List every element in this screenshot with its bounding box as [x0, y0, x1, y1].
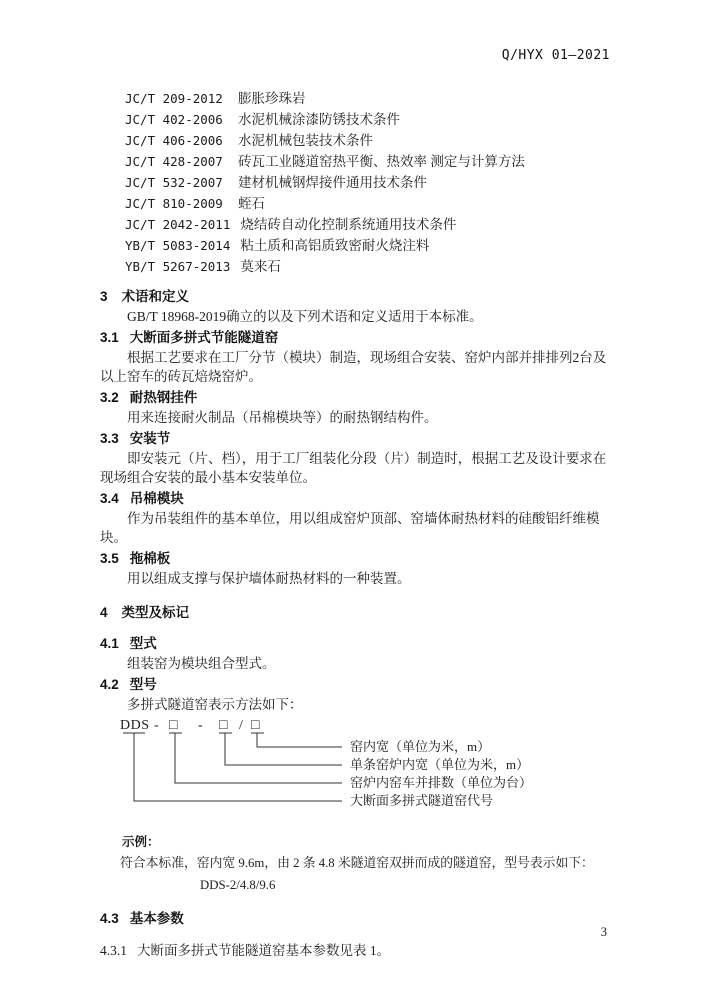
reference-item [125, 88, 610, 109]
reference-title: 砖瓦工业隧道窑热平衡、热效率 测定与计算方法 [238, 154, 525, 169]
page-number: 3 [600, 925, 607, 939]
reference-item [125, 235, 610, 256]
reference-title: 蛭石 [238, 196, 265, 211]
diagram-label-car-rows: 窑炉内窑车并排数（单位为台） [350, 775, 533, 790]
section-number: 4 [100, 605, 108, 620]
normative-references-list [125, 88, 610, 277]
reference-item [125, 172, 610, 193]
term-title: 吊棉模块 [129, 491, 184, 506]
term-3-5-definition: 用以组成支撑与保护墙体耐热材料的一种装置。 [127, 571, 411, 586]
reference-code: YB/T 5083-2014 [125, 238, 231, 253]
clause-text: 大断面多拼式节能隧道窑基本参数见表 1。 [137, 943, 391, 958]
example-model-designation: DDS-2/4.8/9.6 [200, 878, 276, 892]
diagram-slash: / [239, 718, 244, 733]
term-3-4-definition: 作为吊装组件的基本单位，用以组成窑炉顶部、窑墙体耐热材料的硅酸铝纤维模块。 [100, 511, 600, 545]
section-4-2-heading [100, 676, 610, 694]
section-title: 型号 [129, 677, 157, 692]
term-3-1-definition: 根据工艺要求在工厂分节（模块）制造，现场组合安装、窑炉内部并排排列2台及以上窑车的砖瓦焙烧窑炉。 [100, 350, 607, 384]
section-title: 类型及标记 [121, 605, 190, 620]
reference-code: JC/T 810-2009 [125, 196, 223, 211]
term-3-2-definition: 用来连接耐火制品（吊棉模块等）的耐热钢结构件。 [127, 410, 438, 425]
term-number: 3.1 [100, 330, 119, 345]
diagram-placeholder-box: □ [169, 718, 178, 733]
model-designation-diagram [118, 716, 610, 826]
term-number: 3.2 [100, 390, 119, 405]
diagram-placeholder-box: □ [219, 718, 228, 733]
reference-item [125, 130, 610, 151]
diagram-connector-lines [123, 733, 342, 801]
term-3-2-heading [100, 389, 610, 407]
term-number: 3.4 [100, 491, 119, 506]
term-title: 安装节 [129, 431, 171, 446]
term-number: 3.5 [100, 551, 119, 566]
reference-code: JC/T 428-2007 [125, 154, 223, 169]
section-3-intro: GB/T 18968-2019确立的以及下列术语和定义适用于本标准。 [127, 309, 483, 324]
reference-code: JC/T 2042-2011 [125, 217, 231, 232]
section-3-heading [100, 288, 610, 306]
diagram-label-kiln-inner-width: 窑内宽（单位为米，m） [350, 739, 491, 754]
reference-title: 莫来石 [240, 259, 281, 274]
reference-item [125, 151, 610, 172]
reference-title: 膨胀珍珠岩 [238, 91, 306, 106]
reference-code: JC/T 209-2012 [125, 91, 223, 106]
term-3-5-heading [100, 550, 610, 568]
reference-title: 水泥机械包装技术条件 [238, 133, 373, 148]
reference-title: 水泥机械涂漆防锈技术条件 [238, 112, 400, 127]
section-4-1-heading [100, 635, 610, 653]
section-number: 4.1 [100, 636, 119, 651]
section-title: 型式 [129, 636, 157, 651]
term-title: 大断面多拼式节能隧道窑 [129, 330, 279, 345]
term-3-4-heading [100, 490, 610, 508]
section-number: 3 [100, 289, 108, 304]
section-number: 4.2 [100, 677, 119, 692]
example-label: 示例： [122, 835, 160, 849]
reference-code: YB/T 5267-2013 [125, 259, 231, 274]
clause-4-3-1 [100, 941, 610, 960]
diagram-code-prefix: DDS [120, 718, 150, 733]
reference-item [125, 193, 610, 214]
section-4-2-lead: 多拼式隧道窑表示方法如下： [127, 697, 303, 712]
clause-number: 4.3.1 [100, 943, 127, 958]
designation-diagram-svg [118, 716, 638, 822]
reference-code: JC/T 532-2007 [125, 175, 223, 190]
diagram-dash: - [154, 718, 160, 733]
diagram-label-single-kiln-width: 单条窑炉内宽（单位为米，m） [350, 757, 530, 772]
diagram-label-kiln-code: 大断面多拼式隧道窑代号 [350, 793, 494, 808]
document-code-header: Q/HYX 01—2021 [501, 48, 610, 63]
example-text: 符合本标准，窑内宽 9.6m，由 2 条 4.8 米隧道窑双拼而成的隧道窑，型号表示如下： [120, 856, 594, 870]
diagram-placeholder-box: □ [251, 718, 260, 733]
reference-item [125, 214, 610, 235]
reference-title: 建材机械钢焊接件通用技术条件 [238, 175, 427, 190]
reference-title: 烧结砖自动化控制系统通用技术条件 [240, 217, 457, 232]
section-title: 术语和定义 [121, 289, 190, 304]
reference-code: JC/T 402-2006 [125, 112, 223, 127]
section-4-3-heading [100, 910, 610, 928]
section-number: 4.3 [100, 911, 119, 926]
reference-item [125, 109, 610, 130]
reference-item [125, 256, 610, 277]
section-title: 基本参数 [129, 911, 184, 926]
reference-title: 粘土质和高铝质致密耐火烧注料 [240, 238, 430, 253]
section-4-1-body: 组装窑为模块组合型式。 [127, 656, 276, 671]
term-title: 耐热钢挂件 [129, 390, 198, 405]
term-3-3-definition: 即安装元（片、档），用于工厂组装化分段（片）制造时，根据工艺及设计要求在现场组合安装的最小基本安装单位。 [100, 451, 607, 485]
reference-code: JC/T 406-2006 [125, 133, 223, 148]
term-3-3-heading [100, 430, 610, 448]
term-number: 3.3 [100, 431, 119, 446]
diagram-dash: - [198, 718, 204, 733]
term-title: 拖棉板 [129, 551, 171, 566]
term-3-1-heading [100, 329, 610, 347]
section-4-heading [100, 604, 610, 622]
